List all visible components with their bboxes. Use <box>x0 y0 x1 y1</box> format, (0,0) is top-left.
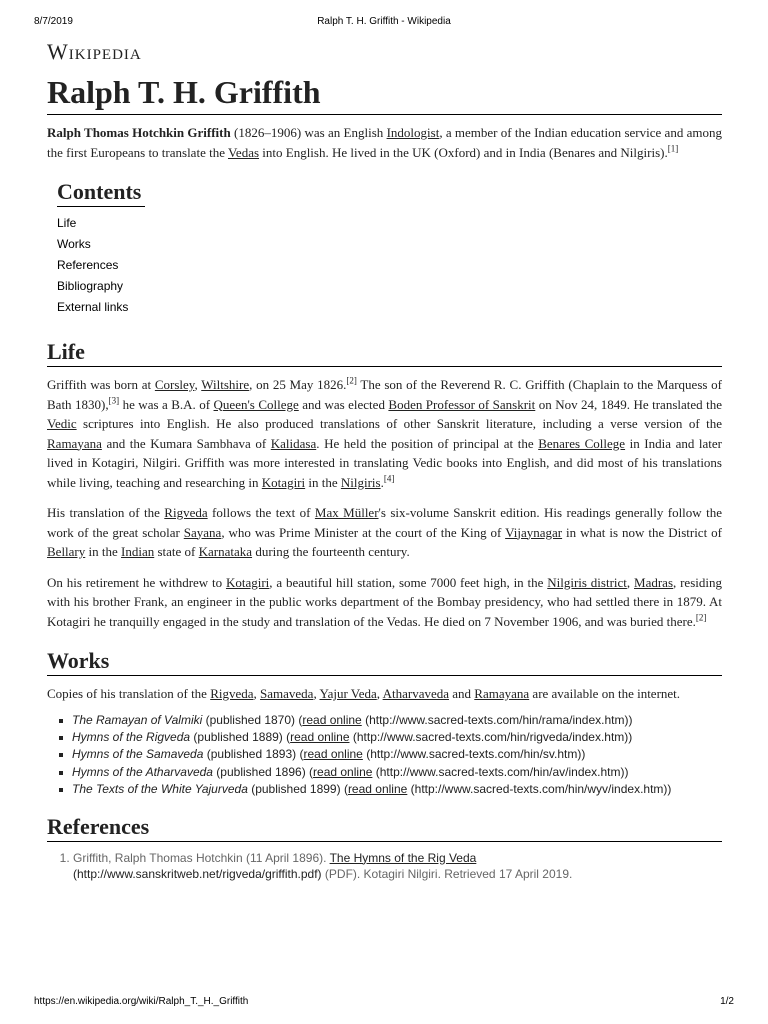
link-sayana[interactable]: Sayana <box>183 524 222 540</box>
ref-3[interactable]: [3] <box>108 395 120 406</box>
text: ) <box>628 712 633 727</box>
text: on Nov 24, 1849. He translated the <box>535 396 722 412</box>
link-max-muller[interactable]: Max Müller <box>314 505 379 520</box>
toc-title: Contents <box>57 178 145 207</box>
link-rigveda-2[interactable]: Rigveda <box>210 686 254 701</box>
article <box>47 38 722 883</box>
text: , <box>313 686 320 701</box>
read-online-link[interactable]: read online <box>303 747 363 762</box>
text: Griffith was born at <box>47 377 155 392</box>
link-vedic[interactable]: Vedic <box>47 416 77 431</box>
text: in what is now the District of <box>562 524 722 540</box>
works-intro <box>47 684 722 704</box>
text: (published 1889) ( <box>190 729 291 744</box>
link-samaveda[interactable]: Samaveda <box>260 686 314 701</box>
work-title: The Ramayan of Valmiki <box>72 712 203 727</box>
text: , on 25 May 1826. <box>249 377 347 392</box>
text: , <box>626 574 635 590</box>
list-item <box>57 712 722 729</box>
ref-2b[interactable]: [2] <box>695 612 707 623</box>
text: (published 1893) ( <box>203 747 304 762</box>
text: , residing with his brother Frank, an engineer in the public works department of the Bombay presidency, who had settled there in 1879. At Kotagiri he tranquilly engaged in the study and translation of the Vedas. He died on 7 November 1906, and was buried there. <box>47 574 722 629</box>
link-nilgiris[interactable]: Nilgiris <box>340 474 381 490</box>
url-text[interactable]: (http://www.sacred-texts.com/hin/rigveda/index.htm) <box>349 729 629 744</box>
read-online-link[interactable]: read online <box>290 729 350 744</box>
link-ramayana-2[interactable]: Ramayana <box>474 686 530 701</box>
link-kotagiri-2[interactable]: Kotagiri <box>225 574 270 590</box>
text: ) <box>667 782 672 797</box>
text: state of <box>154 544 199 559</box>
text: The son of the Reverend R. C. Griffith (Chaplain to the Marquess of Bath 1830), <box>47 377 722 412</box>
link-boden-professor[interactable]: Boden Professor of Sanskrit <box>388 396 536 412</box>
text: are available on the internet. <box>529 686 681 701</box>
print-url: https://en.wikipedia.org/wiki/Ralph_T._H._Griffith <box>34 996 249 1007</box>
text: (1826–1906) was an English <box>230 125 387 140</box>
text: ) <box>624 764 629 779</box>
text: (PDF). Kotagiri Nilgiri. Retrieved 17 April 2019. <box>321 867 573 882</box>
url-text[interactable]: (http://www.sacred-texts.com/hin/sv.htm) <box>362 747 582 762</box>
life-paragraph-3 <box>47 573 722 632</box>
text: ) <box>628 729 633 744</box>
ref-4[interactable]: [4] <box>383 473 395 484</box>
link-wiltshire[interactable]: Wiltshire <box>201 377 250 392</box>
text: (published 1899) ( <box>247 782 348 797</box>
text: , <box>194 377 202 392</box>
list-item <box>57 781 722 798</box>
heading-life: Life <box>47 338 722 367</box>
text: in India and later lived in Kotagiri, Nilgiri. Griffith was more interested in translating Vedic books into English, and did most of his translations while living, teaching and researching in <box>47 435 722 490</box>
url-text[interactable]: (http://www.sacred-texts.com/hin/av/index.htm) <box>372 764 625 779</box>
print-title: Ralph T. H. Griffith - Wikipedia <box>317 16 451 27</box>
work-title: Hymns of the Rigveda <box>72 729 191 744</box>
ref-2[interactable]: [2] <box>346 375 357 386</box>
url-text[interactable]: (http://www.sacred-texts.com/hin/rama/index.htm) <box>361 712 629 727</box>
life-paragraph-2 <box>47 503 722 562</box>
link-madras[interactable]: Madras <box>634 574 674 590</box>
link-vijaynagar[interactable]: Vijaynagar <box>505 524 563 540</box>
link-nilgiris-district[interactable]: Nilgiris district <box>547 574 627 590</box>
link-rigveda[interactable]: Rigveda <box>164 505 208 520</box>
toc-item-life[interactable]: Life <box>57 216 77 230</box>
text: Griffith, Ralph Thomas Hotchkin (11 April 1896). <box>73 850 330 865</box>
page-title: Ralph T. H. Griffith <box>47 72 722 115</box>
print-page-number: 1/2 <box>720 996 734 1007</box>
text: (published 1896) ( <box>212 764 314 779</box>
text: follows the text of <box>207 505 315 520</box>
table-of-contents <box>57 178 722 318</box>
work-title: Hymns of the Atharvaveda <box>72 764 213 779</box>
list-item <box>57 764 722 781</box>
read-online-link[interactable]: read online <box>313 764 373 779</box>
work-title: Hymns of the Samaveda <box>72 747 204 762</box>
link-ramayana[interactable]: Ramayana <box>47 435 102 451</box>
link-indologist[interactable]: Indologist <box>386 125 440 140</box>
text: , who was Prime Minister at the court of the King of <box>221 524 506 540</box>
wikipedia-wordmark[interactable]: Wikipedia <box>47 39 142 64</box>
url-text[interactable]: (http://www.sacred-texts.com/hin/wyv/index.htm) <box>407 782 668 797</box>
link-kalidasa[interactable]: Kalidasa <box>270 435 317 451</box>
text: into English. He lived in the UK (Oxford) and in India (Benares and Nilgiris). <box>259 144 668 160</box>
heading-works: Works <box>47 647 722 676</box>
link-kotagiri[interactable]: Kotagiri <box>261 474 306 490</box>
toc-item-works[interactable]: Works <box>57 237 91 251</box>
text: , a member of the Indian education service and among the first Europeans to translate the <box>47 125 722 160</box>
link-yajur-veda[interactable]: Yajur Veda <box>319 686 377 701</box>
work-title: The Texts of the White Yajurveda <box>72 782 248 797</box>
references-list <box>47 850 722 883</box>
text: , <box>253 686 261 701</box>
ref-1[interactable]: [1] <box>667 143 679 154</box>
link-indian[interactable]: Indian <box>121 544 155 559</box>
text: (published 1870) ( <box>202 712 303 727</box>
text: and the Kumara Sambhava of <box>101 435 271 451</box>
url-text[interactable]: (http://www.sanskritweb.net/rigveda/griffith.pdf) <box>73 867 322 882</box>
link-vedas[interactable]: Vedas <box>227 144 260 160</box>
link-atharvaveda[interactable]: Atharvaveda <box>382 686 450 701</box>
reference-link[interactable]: The Hymns of the Rig Veda <box>329 850 477 865</box>
text: , <box>376 686 383 701</box>
text: and was elected <box>298 396 389 412</box>
print-date: 8/7/2019 <box>34 16 73 27</box>
text: Copies of his translation of the <box>47 686 211 701</box>
read-online-link[interactable]: read online <box>347 782 408 797</box>
toc-item-bibliography[interactable]: Bibliography <box>57 279 124 293</box>
lead-paragraph <box>47 123 722 162</box>
link-bellary[interactable]: Bellary <box>47 544 86 559</box>
text: . <box>380 474 384 490</box>
list-item <box>57 746 722 763</box>
text: in the <box>85 544 122 559</box>
link-queens-college[interactable]: Queen's College <box>213 396 299 412</box>
link-corsley[interactable]: Corsley <box>154 377 195 392</box>
text: ) <box>581 747 586 762</box>
list-item <box>57 729 722 746</box>
read-online-link[interactable]: read online <box>302 712 362 727</box>
toc-item-references[interactable]: References <box>57 258 119 272</box>
list-item <box>73 850 722 883</box>
text: in the <box>305 474 341 490</box>
text: . He held the position of principal at the <box>316 435 539 451</box>
link-benares-college[interactable]: Benares College <box>538 435 626 451</box>
works-list <box>47 712 722 799</box>
text: 's six-volume Sanskrit edition. His readings generally follow the work of the great scholar <box>47 505 722 540</box>
text: and <box>449 686 475 701</box>
text: , a beautiful hill station, some 7000 feet high, in the <box>269 574 548 590</box>
text: he was a B.A. of <box>119 396 214 412</box>
life-paragraph-1 <box>47 375 722 492</box>
text: during the fourteenth century. <box>252 544 410 559</box>
toc-item-external-links[interactable]: External links <box>57 300 129 314</box>
link-karnataka[interactable]: Karnataka <box>198 544 253 559</box>
lead-bold-name: Ralph Thomas Hotchkin Griffith <box>47 125 231 140</box>
text: His translation of the <box>47 505 165 520</box>
text: scriptures into English. He also produced translations of other Sanskrit literature, including a verse version of the <box>76 416 722 431</box>
text: On his retirement he withdrew to <box>47 574 226 590</box>
heading-references: References <box>47 813 722 842</box>
